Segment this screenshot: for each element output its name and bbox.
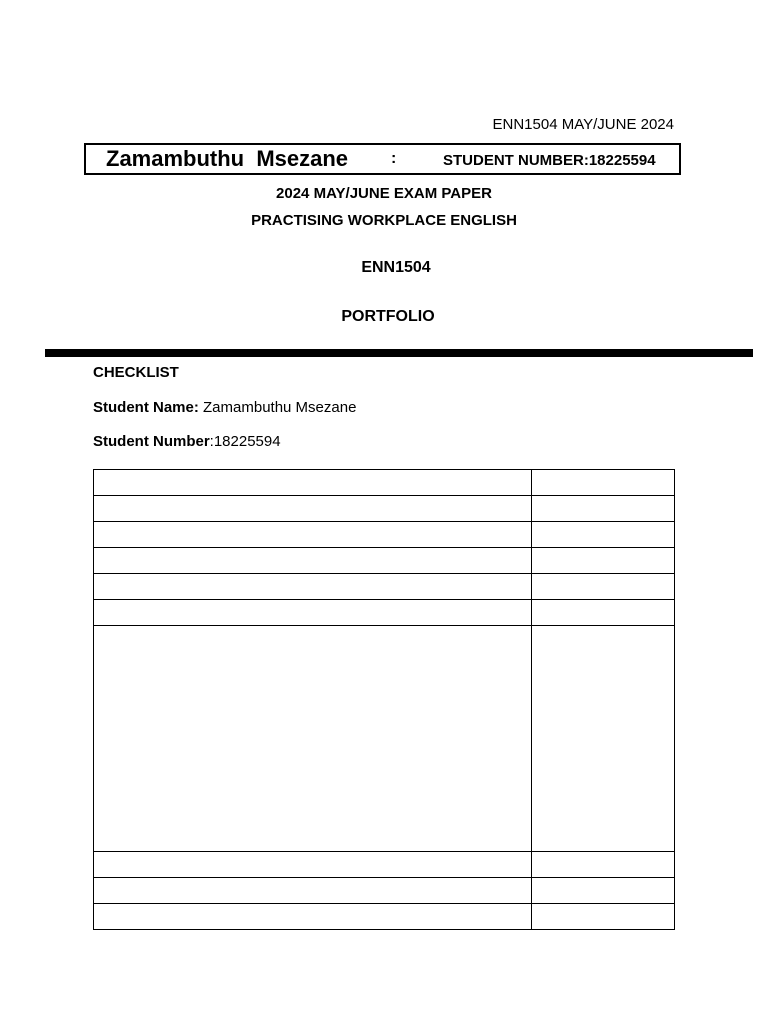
check-cell <box>531 904 674 930</box>
checklist-heading: CHECKLIST <box>93 364 179 381</box>
check-cell <box>531 522 674 548</box>
table-row <box>94 626 675 852</box>
module-code: ENN1504 <box>361 259 431 276</box>
student-name: Zamambuthu Msezane <box>106 146 349 171</box>
item-cell <box>94 522 532 548</box>
table-row <box>94 470 675 496</box>
item-cell <box>94 574 532 600</box>
table-row <box>94 600 675 626</box>
item-cell <box>94 496 532 522</box>
student-name-label: Student Name: <box>93 399 199 416</box>
student-name-value: Zamambuthu Msezane <box>198 399 357 416</box>
checklist-table <box>93 469 675 930</box>
exam-title: 2024 MAY/JUNE EXAM PAPER <box>276 185 492 202</box>
check-cell <box>531 600 674 626</box>
table-row <box>94 852 675 878</box>
table-row <box>94 496 675 522</box>
table-row <box>94 548 675 574</box>
table-row <box>94 878 675 904</box>
item-cell <box>94 626 532 852</box>
table-row <box>94 522 675 548</box>
exam-reference: ENN1504 MAY/JUNE 2024 <box>492 116 674 133</box>
check-cell <box>531 626 674 852</box>
item-cell <box>94 878 532 904</box>
student-number-line <box>93 433 281 450</box>
section-title: PORTFOLIO <box>341 308 435 325</box>
student-name-line <box>93 399 356 416</box>
check-cell <box>531 496 674 522</box>
name-separator: : <box>391 150 397 167</box>
horizontal-rule <box>45 349 753 357</box>
student-number-label: Student Number <box>93 433 210 450</box>
table-row <box>94 904 675 930</box>
item-cell <box>94 470 532 496</box>
check-cell <box>531 470 674 496</box>
item-cell <box>94 852 532 878</box>
item-cell <box>94 548 532 574</box>
table-row <box>94 574 675 600</box>
item-cell <box>94 600 532 626</box>
check-cell <box>531 574 674 600</box>
item-cell <box>94 904 532 930</box>
check-cell <box>531 548 674 574</box>
student-name-box <box>84 143 681 175</box>
student-number: STUDENT NUMBER:18225594 <box>443 152 656 169</box>
check-cell <box>531 852 674 878</box>
check-cell <box>531 878 674 904</box>
course-title: PRACTISING WORKPLACE ENGLISH <box>251 212 517 229</box>
student-number-value: :18225594 <box>209 433 281 450</box>
